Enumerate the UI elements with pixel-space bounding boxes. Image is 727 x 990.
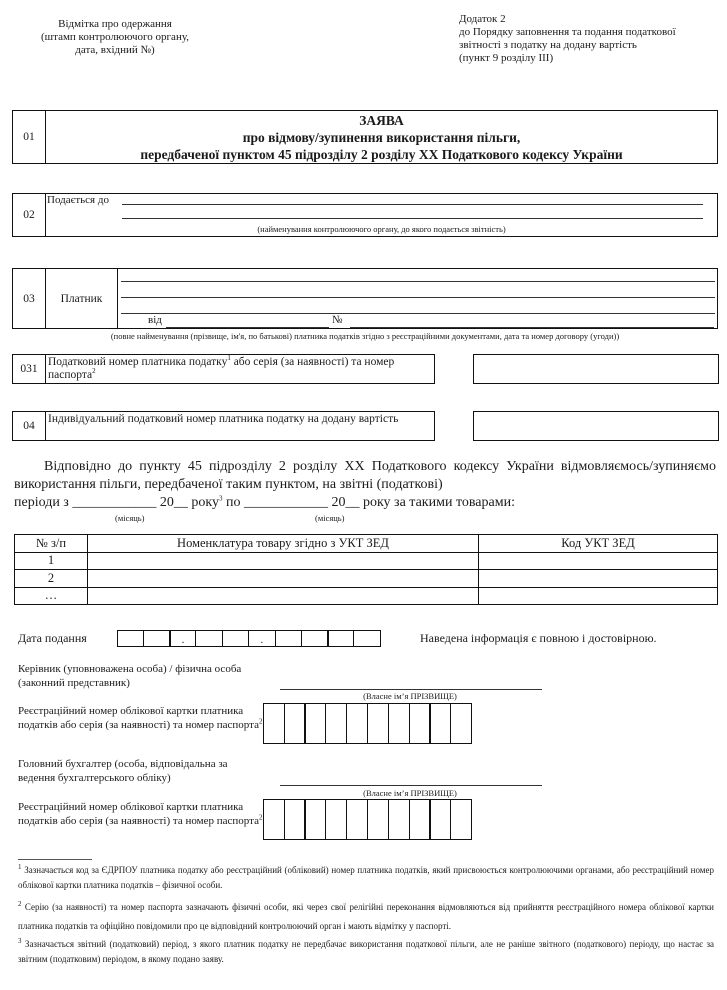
id-cell[interactable] — [284, 703, 306, 744]
id-cell[interactable] — [429, 799, 451, 840]
appendix-line: до Порядку заповнення та подання податкової — [459, 26, 676, 38]
title-line: передбаченої пунктом 45 підрозділу 2 розділу XX Податкового кодексу України — [140, 147, 623, 162]
label-text: Реєстраційний номер облікової картки платника податків або серія (за наявності) та номер паспорта — [18, 801, 259, 827]
period-from[interactable]: періоди з ____________ 20__ року — [14, 495, 219, 510]
footnote-ref: 2 — [258, 717, 263, 726]
footnote-number: 2 — [18, 900, 22, 908]
stamp-line: (штамп контролюючого органу, — [41, 31, 189, 43]
accountant-id-label — [18, 800, 263, 828]
id-cell[interactable] — [409, 799, 431, 840]
label-part: Податковий номер платника податку — [48, 356, 228, 368]
contract-number-input[interactable] — [350, 327, 714, 328]
table-row — [15, 570, 718, 588]
goods-name-cell[interactable] — [88, 570, 479, 588]
id-cell[interactable] — [304, 703, 326, 744]
tax-number-block — [12, 354, 435, 384]
footnote-ref: 2 — [92, 367, 96, 376]
statement-text: Відповідно до пункту 45 підрозділу 2 розділу XX Податкового кодексу України відмовляємось/зупиняємо використання пільги, передбаченої таким пунктом, на звітні (податкові) — [14, 459, 716, 492]
goods-name-cell[interactable] — [88, 587, 479, 605]
id-cell[interactable] — [263, 703, 285, 744]
goods-code-cell[interactable] — [479, 570, 718, 588]
date-cell[interactable] — [275, 630, 302, 647]
id-cell[interactable] — [388, 703, 410, 744]
title-line: ЗАЯВА — [359, 113, 404, 128]
authority-note: (найменування контролюючого органу, до якого подається звітність) — [257, 224, 506, 234]
id-cell[interactable] — [304, 799, 326, 840]
director-name-input[interactable] — [280, 689, 542, 690]
goods-code-cell[interactable] — [479, 552, 718, 570]
date-cell[interactable] — [248, 630, 276, 647]
id-cell[interactable] — [284, 799, 306, 840]
document-title — [46, 111, 717, 163]
label-text: Реєстраційний номер облікової картки платника податків або серія (за наявності) та номер паспорта — [18, 705, 259, 731]
id-cell[interactable] — [450, 799, 472, 840]
appendix-reference — [459, 13, 719, 65]
number-label: № — [332, 314, 343, 326]
accountant-name-note: (Власне ім’я ПРІЗВИЩЕ) — [363, 788, 457, 798]
authority-input-line-2[interactable] — [122, 218, 703, 219]
contract-date-input[interactable] — [166, 327, 329, 328]
goods-name-cell[interactable] — [88, 552, 479, 570]
appendix-line: Додаток 2 — [459, 13, 506, 25]
date-cell[interactable] — [169, 630, 196, 647]
id-cell[interactable] — [388, 799, 410, 840]
id-cell[interactable] — [367, 703, 389, 744]
payer-block — [12, 268, 718, 329]
cell-char: . — [260, 634, 264, 646]
submission-date-input[interactable] — [118, 630, 381, 647]
submitted-to-label: Подається до — [47, 194, 109, 206]
row-number: 1 — [15, 552, 88, 570]
table-header-row — [15, 535, 718, 553]
footnote-text: Серію (за наявності) та номер паспорта зазначають фізичні особи, які через свої релігійні переконання відмовляються від прийняття реєстраційного номера облікової картки платника податків та офіційно повідомили про це відповідний контролюючий орган і мають відмітку у паспорті. — [18, 902, 714, 931]
period-to[interactable]: по ____________ 20__ року за такими товарами: — [222, 495, 515, 510]
row-number: 2 — [15, 570, 88, 588]
tax-number-label — [46, 355, 434, 383]
accountant-id-input[interactable] — [264, 799, 472, 840]
table-row — [15, 552, 718, 570]
date-cell[interactable] — [222, 630, 249, 647]
id-cell[interactable] — [409, 703, 431, 744]
footnote-ref: 1 — [227, 354, 231, 363]
statement-paragraph — [14, 458, 716, 512]
statement-periods — [14, 494, 716, 512]
id-cell[interactable] — [263, 799, 285, 840]
column-header: Номенклатура товару згідно з УКТ ЗЕД — [88, 535, 479, 553]
accuracy-confirmation: Наведена інформація є повною і достовірною. — [420, 631, 657, 645]
receipt-stamp-note — [20, 18, 210, 57]
footnote-ref: 3 — [218, 494, 223, 503]
id-cell[interactable] — [429, 703, 451, 744]
payer-name-line-2[interactable] — [121, 297, 715, 298]
column-header: № з/п — [15, 535, 88, 553]
tax-number-input[interactable] — [473, 354, 719, 384]
title-line: про відмову/зупинення використання пільги, — [242, 130, 521, 145]
month-label-to: (місяць) — [315, 513, 345, 523]
date-cell[interactable] — [117, 630, 144, 647]
footnote-number: 1 — [18, 863, 22, 871]
title-block — [12, 110, 718, 164]
submitted-to-block — [12, 193, 718, 237]
row-number: … — [15, 587, 88, 605]
payer-name-line-3[interactable] — [121, 313, 715, 314]
accountant-name-input[interactable] — [280, 785, 542, 786]
payer-label: Платник — [46, 269, 118, 328]
date-cell[interactable] — [195, 630, 223, 647]
director-role-label: Керівник (уповноважена особа) / фізична особа (законний представник) — [18, 663, 242, 689]
footnote-2 — [18, 898, 714, 936]
footnote-divider — [18, 859, 92, 860]
label-part: або серія (за наявності) та номер паспорта — [48, 356, 395, 381]
accountant-role-label: Головний бухгалтер (особа, відповідальна за ведення бухгалтерського обліку) — [18, 758, 228, 784]
date-cell[interactable] — [327, 630, 354, 647]
footnote-3 — [18, 937, 714, 967]
table-row — [15, 587, 718, 605]
id-cell[interactable] — [346, 799, 368, 840]
director-id-label — [18, 704, 263, 732]
date-cell[interactable] — [301, 630, 329, 647]
month-label-from: (місяць) — [115, 513, 145, 523]
date-from-label: від — [148, 314, 162, 326]
field-code: 04 — [13, 412, 46, 440]
payer-note: (повне найменування (прізвище, ім'я, по батькові) платника податків згідно з реєстраційними документами, дата та номер договору (угоди)) — [110, 331, 620, 341]
goods-code-cell[interactable] — [479, 587, 718, 605]
footnote-1 — [18, 863, 714, 893]
stamp-line: дата, вхідний №) — [75, 44, 155, 56]
id-cell[interactable] — [346, 703, 368, 744]
appendix-line: (пункт 9 розділу III) — [459, 52, 554, 64]
footnote-number: 3 — [18, 937, 22, 945]
footnote-text: Зазначається звітний (податковий) період, з якого платник податку не передбачає використання податкової пільги, але не раніше звітного (податкового) періоду, що настає за звітним (податковим) періодом, в якому подано заяву. — [18, 939, 714, 964]
cell-char: . — [181, 634, 185, 646]
date-cell[interactable] — [143, 630, 171, 647]
footnote-text: Зазначається код за ЄДРПОУ платника податку або реєстраційний (обліковий) номер платника податків, який присвоюється контролюючими органами, або реєстраційний номер облікової картки платника податків – фізичної особи. — [18, 865, 714, 890]
vat-number-block — [12, 411, 435, 441]
id-cell[interactable] — [325, 703, 347, 744]
payer-name-line-1[interactable] — [121, 281, 715, 282]
footnote-ref: 2 — [258, 813, 263, 822]
vat-number-input[interactable] — [473, 411, 719, 441]
field-code: 02 — [13, 194, 46, 236]
submission-date-label: Дата подання — [18, 631, 87, 645]
field-code: 031 — [13, 355, 46, 383]
stamp-line: Відмітка про одержання — [58, 18, 172, 30]
vat-number-label: Індивідуальний податковий номер платника податку на додану вартість — [48, 413, 399, 425]
director-name-note: (Власне ім’я ПРІЗВИЩЕ) — [363, 691, 457, 701]
id-cell[interactable] — [450, 703, 472, 744]
date-cell[interactable] — [353, 630, 381, 647]
id-cell[interactable] — [367, 799, 389, 840]
column-header: Код УКТ ЗЕД — [479, 535, 718, 553]
field-code: 03 — [13, 269, 46, 328]
goods-table — [14, 534, 718, 605]
id-cell[interactable] — [325, 799, 347, 840]
authority-input-line-1[interactable] — [122, 204, 703, 205]
appendix-line: звітності з податку на додану вартість — [459, 39, 637, 51]
field-code: 01 — [13, 111, 46, 163]
director-id-input[interactable] — [264, 703, 472, 744]
